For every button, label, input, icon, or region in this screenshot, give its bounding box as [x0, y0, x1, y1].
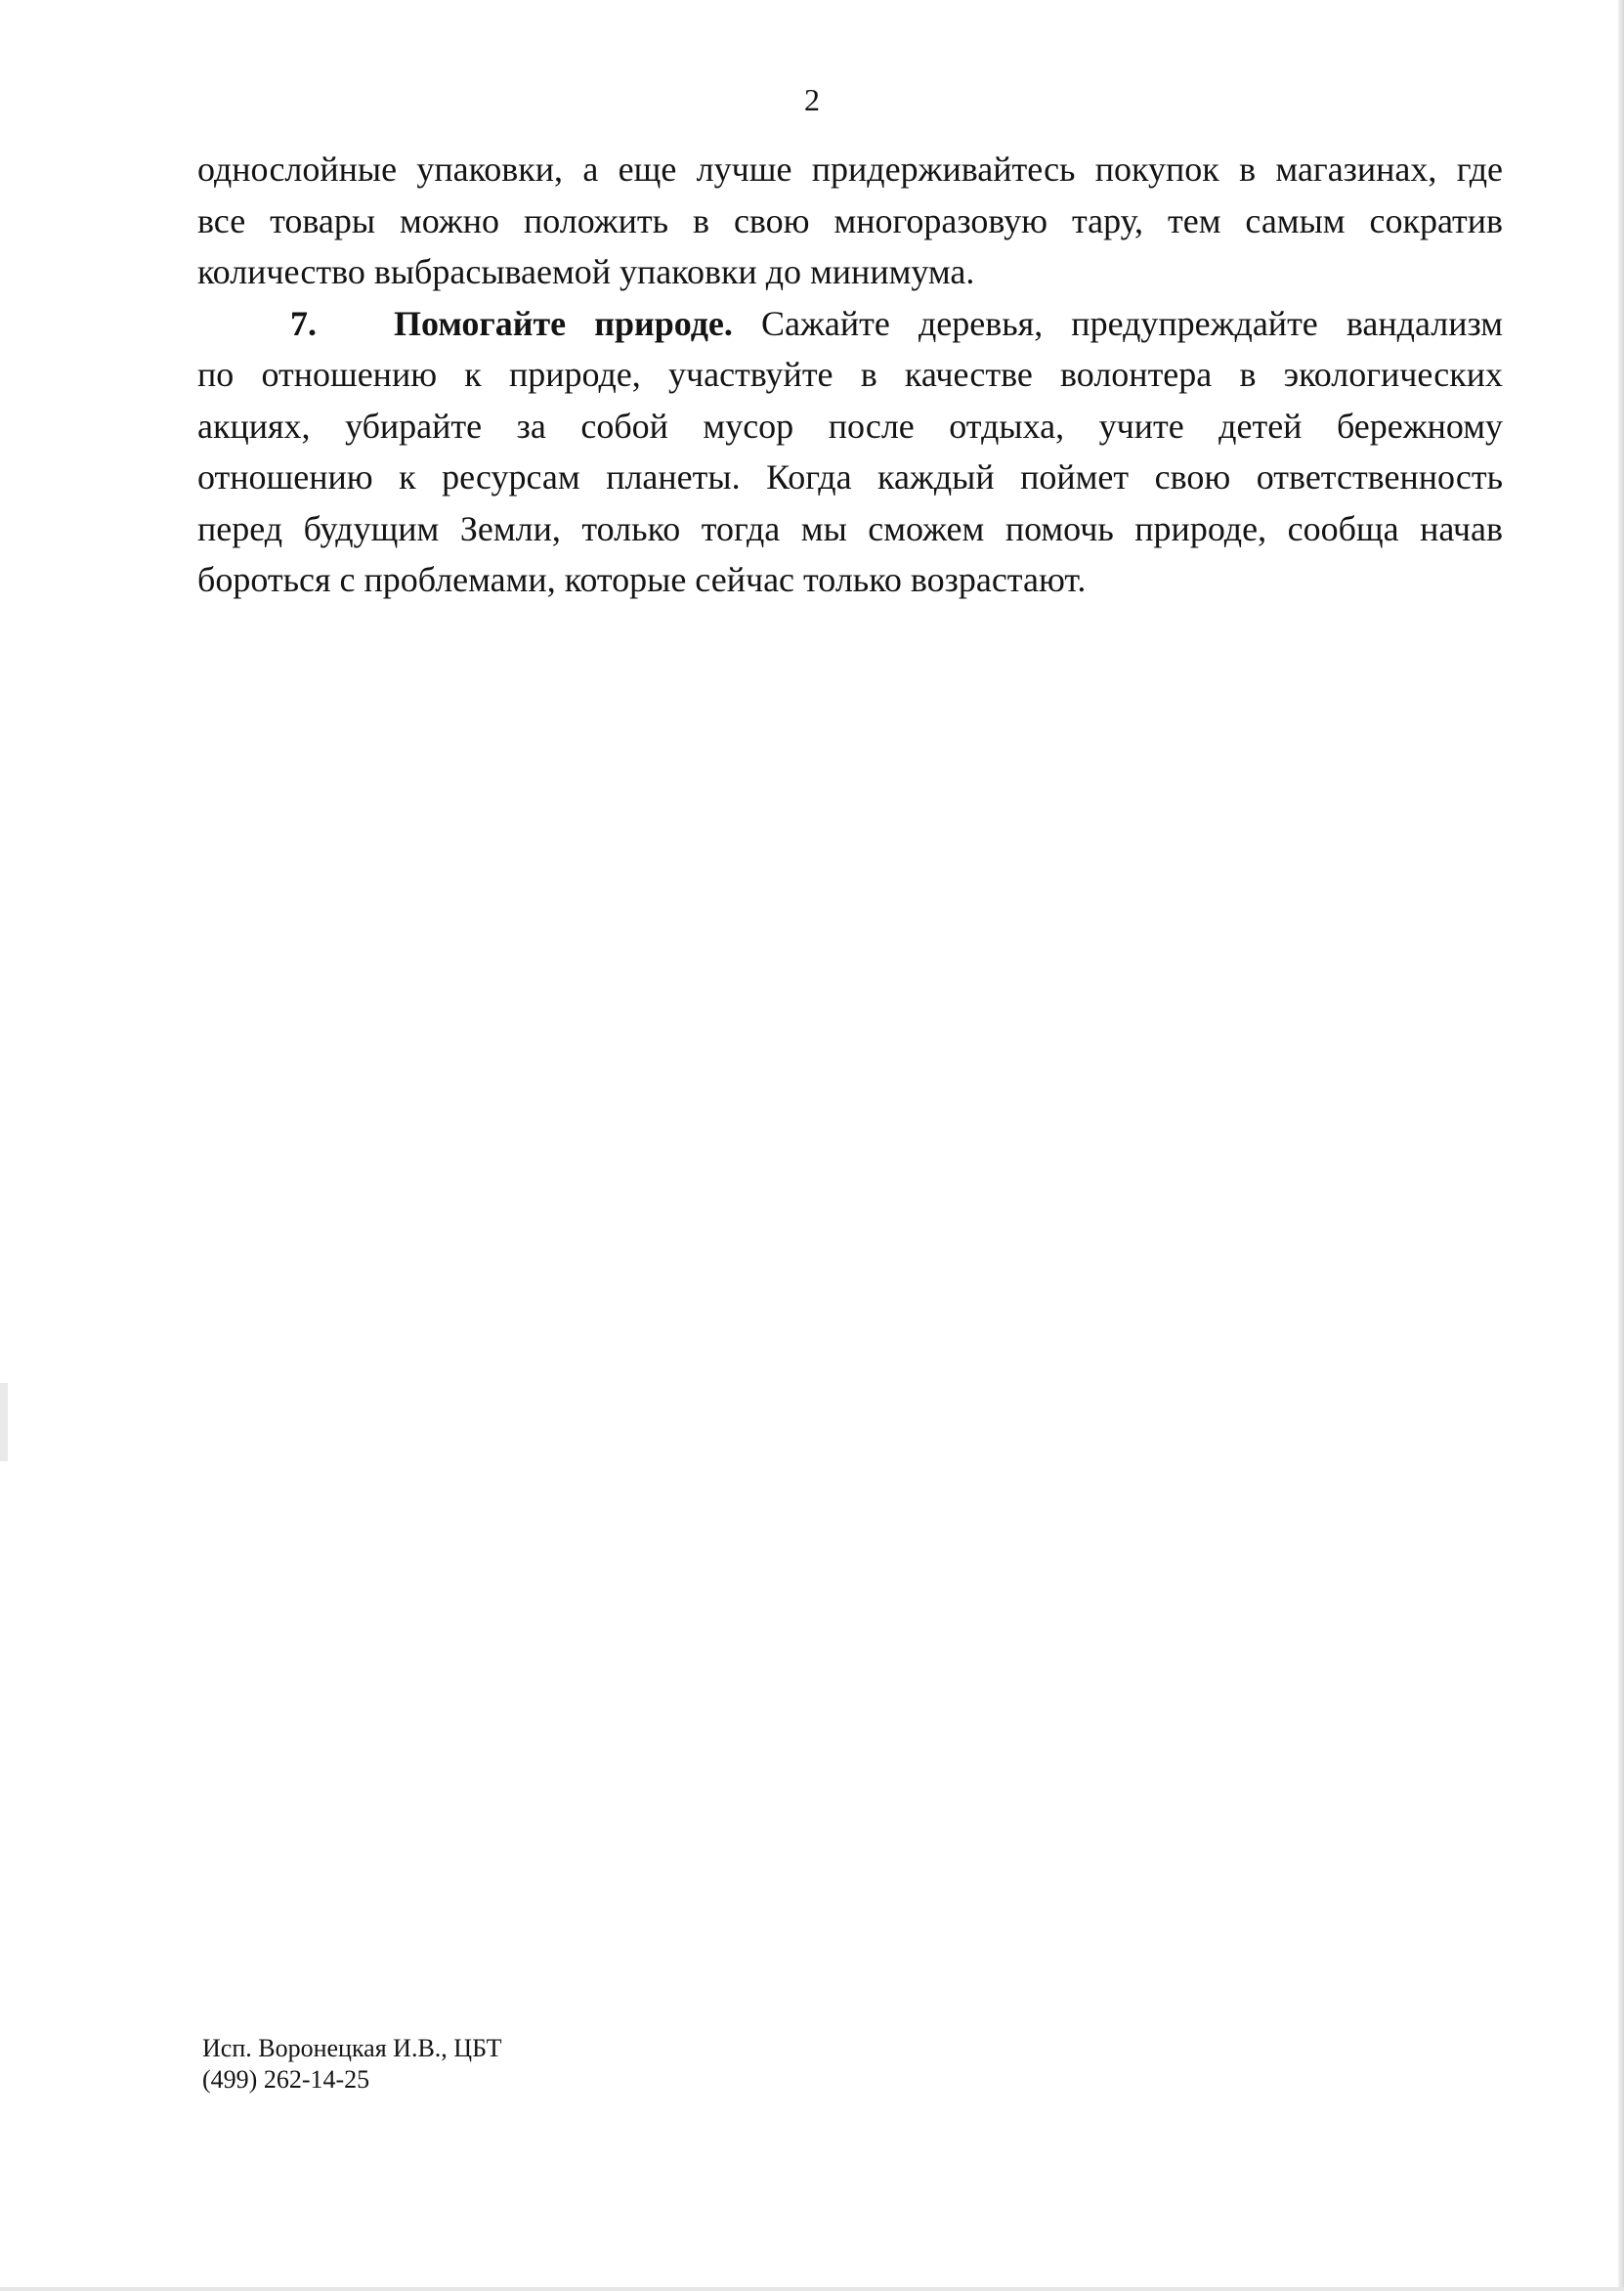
text-line: перед будущим Земли, только тогда мы сможем помочь природе, сообща начав — [197, 508, 1503, 548]
text-line: акциях, убирайте за собой мусор после отдыха, учите детей бережному — [197, 406, 1503, 446]
text-line: отношению к ресурсам планеты. Когда каждый поймет свою ответственность — [197, 457, 1503, 497]
text-line: однослойные упаковки, а еще лучше придерживайтесь покупок в магазинах, где — [197, 150, 1503, 189]
scan-mark — [0, 1383, 8, 1461]
list-item-heading: Помогайте природе. — [394, 303, 733, 343]
text-fragment: Сажайте деревья, предупреждайте вандализм — [732, 303, 1503, 343]
executor-footer — [202, 2033, 502, 2096]
page-number: 2 — [804, 82, 820, 117]
scan-edge — [0, 2287, 1624, 2291]
list-item-7-first-line — [197, 298, 1503, 350]
text-line: все товары можно положить в свою многоразовую тару, тем самым сократив — [197, 200, 1503, 240]
text-line: количество выбрасываемой упаковки до минимума. — [197, 252, 975, 291]
list-item-number: 7. — [290, 303, 317, 343]
text-line: бороться с проблемами, которые сейчас только возрастают. — [197, 560, 1087, 599]
body-text — [197, 144, 1503, 606]
executor-name: Исп. Воронецкая И.В., ЦБТ — [202, 2034, 502, 2062]
text-line: по отношению к природе, участвуйте в качестве волонтера в экологических — [197, 355, 1503, 394]
scan-edge — [1618, 0, 1624, 2291]
executor-phone: (499) 262-14-25 — [202, 2065, 370, 2094]
